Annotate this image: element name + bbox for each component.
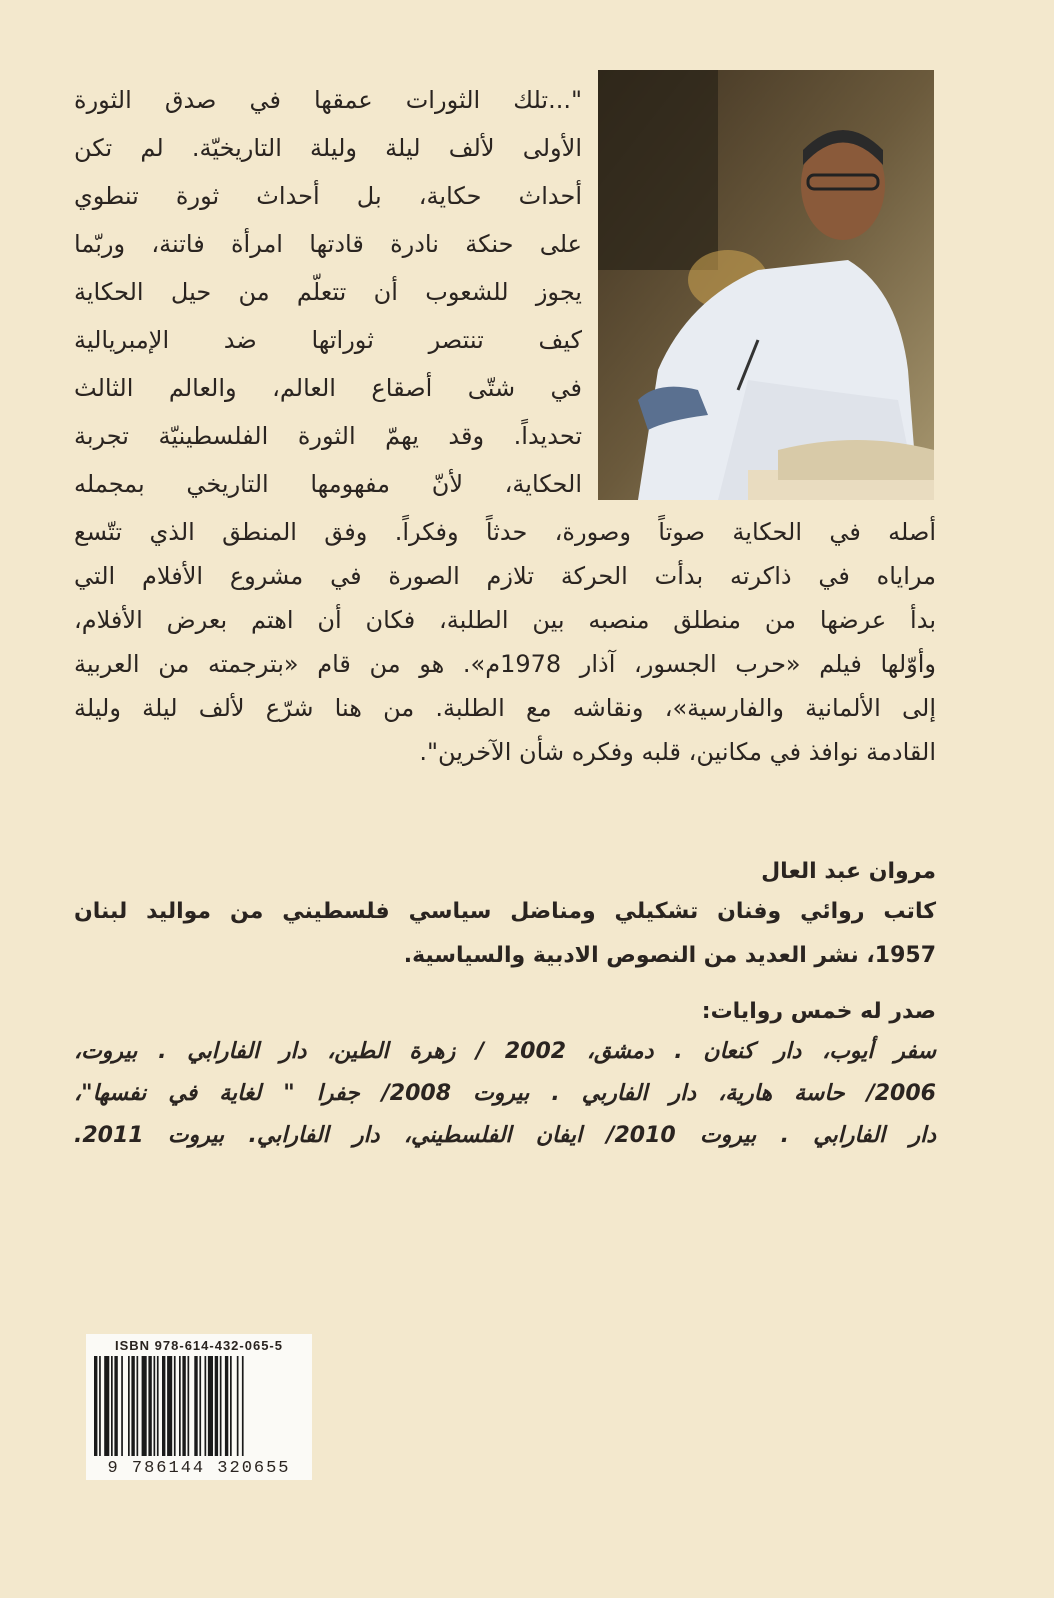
quote-line: أحداث حكاية، بل أحداث ثورة تنطوي <box>74 182 582 210</box>
barcode-bar <box>94 1356 97 1456</box>
quote-line: إلى الألمانية والفارسية»، ونقاشه مع الطلبة. من هنا شرّع لألف ليلة وليلة <box>74 694 936 722</box>
works-line: 2006/ حاسة هارية، دار الفاربي . بيروت 2008/ جفرا " لغاية في نفسها"، <box>74 1081 936 1106</box>
barcode-bar <box>174 1356 176 1456</box>
author-name: مروان عبد العال <box>761 859 936 884</box>
quote-line: في شتّى أصقاع العالم، والعالم الثالث <box>74 374 582 402</box>
barcode-bar <box>230 1356 232 1456</box>
barcode-bar <box>99 1356 101 1456</box>
barcode-bar <box>114 1356 117 1456</box>
quote-line: تحديداً. وقد يهمّ الثورة الفلسطينيّة تجربة <box>74 422 582 450</box>
quote-line: القادمة نوافذ في مكانين، قلبه وفكره شأن الآخرين". <box>419 738 936 766</box>
barcode-bar <box>121 1356 123 1456</box>
quote-line: أصله في الحكاية صوتاً وصورة، حدثاً وفكراً. وفق المنطق الذي تتّسع <box>74 518 936 546</box>
barcode-bar <box>142 1356 147 1456</box>
barcode-bar <box>205 1356 207 1456</box>
barcode-bar <box>194 1356 197 1456</box>
author-bio-line: كاتب روائي وفنان تشكيلي ومناضل سياسي فلسطيني من مواليد لبنان <box>74 899 936 924</box>
barcode-bar <box>188 1356 190 1456</box>
barcode-digits: 9 786144 320655 <box>107 1459 291 1478</box>
quote-line: مراياه في ذاكرته بدأت الحركة تلازم الصورة في مشروع الأفلام التي <box>74 562 936 590</box>
barcode-bar <box>104 1356 109 1456</box>
barcode-bar <box>167 1356 172 1456</box>
isbn-barcode <box>86 1334 312 1480</box>
barcode-bar <box>131 1356 134 1456</box>
quote-line: "...تلك الثورات عمقها في صدق الثورة <box>74 86 582 114</box>
barcode-bars <box>94 1356 304 1456</box>
author-bio-line: 1957، نشر العديد من النصوص الادبية والسياسية. <box>403 943 936 968</box>
barcode-bar <box>111 1356 113 1456</box>
quote-line: كيف تنتصر ثوراتها ضد الإمبريالية <box>74 326 582 354</box>
barcode-bar <box>162 1356 165 1456</box>
barcode-bar <box>179 1356 181 1456</box>
barcode-bar <box>148 1356 151 1456</box>
quote-line: الأولى لألف ليلة وليلة التاريخيّة. لم تكن <box>74 134 582 162</box>
author-photo <box>598 70 934 500</box>
barcode-bar <box>215 1356 218 1456</box>
works-line: سفر أيوب، دار كنعان . دمشق، 2002 / زهرة الطين، دار الفارابي . بيروت، <box>74 1039 936 1064</box>
quote-line: بدأ عرضها من منطلق منصبه بين الطلبة، فكان أن اهتم بعرض الأفلام، <box>74 606 936 634</box>
quote-line: يجوز للشعوب أن تتعلّم من حيل الحكاية <box>74 278 582 306</box>
barcode-bar <box>225 1356 228 1456</box>
barcode-bar <box>237 1356 239 1456</box>
quote-line: وأوّلها فيلم «حرب الجسور، آذار 1978م». هو من قام «بترجمته من العربية <box>74 650 936 678</box>
barcode-bar <box>154 1356 156 1456</box>
quote-line: على حنكة نادرة قادتها امرأة فاتنة، وربّما <box>74 230 582 258</box>
barcode-bar <box>137 1356 139 1456</box>
works-line: دار الفارابي . بيروت 2010/ ايفان الفلسطيني، دار الفارابي. بيروت 2011. <box>74 1123 936 1148</box>
barcode-bar <box>199 1356 201 1456</box>
barcode-bar <box>128 1356 130 1456</box>
quote-line: الحكاية، لأنّ مفهومها التاريخي بمجمله <box>74 470 582 498</box>
works-heading: صدر له خمس روايات: <box>701 999 936 1024</box>
barcode-bar <box>220 1356 222 1456</box>
barcode-bar <box>182 1356 185 1456</box>
barcode-bar <box>242 1356 244 1456</box>
barcode-bar <box>208 1356 213 1456</box>
isbn-label: ISBN 978-614-432-065-5 <box>115 1338 283 1353</box>
barcode-bar <box>157 1356 159 1456</box>
